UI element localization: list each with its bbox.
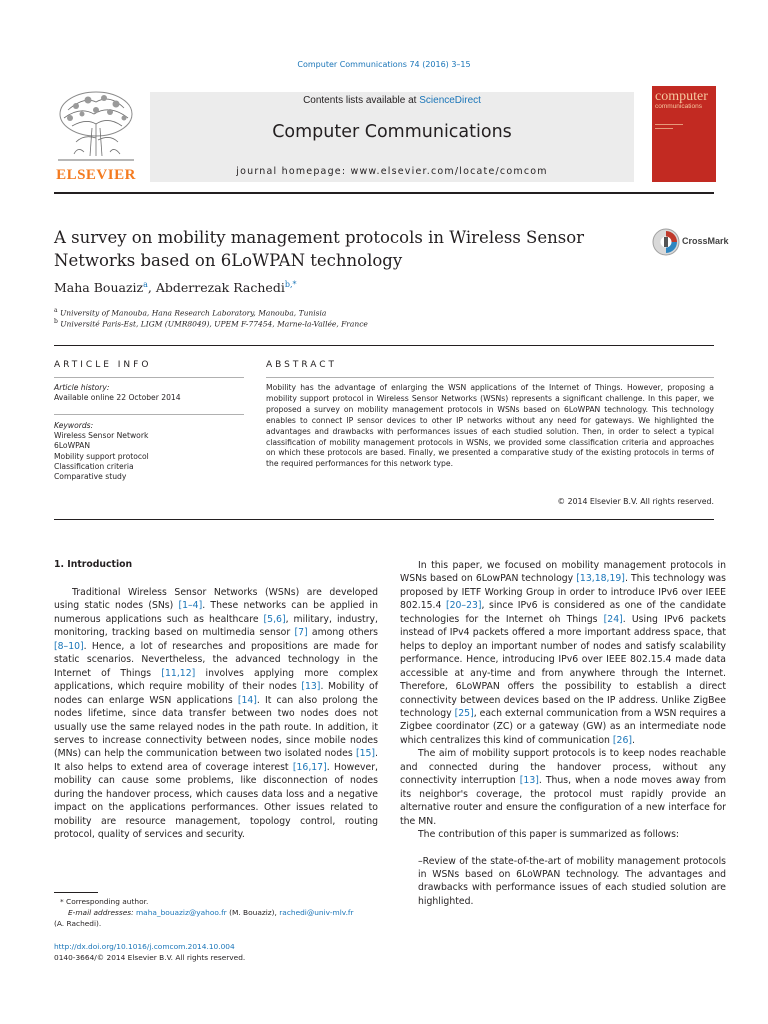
body-text: . These networks can be applied in numerous applications such as healthcare [54, 600, 378, 625]
email-footnote [54, 907, 378, 918]
article-title [54, 226, 614, 272]
email-link[interactable]: maha_bouaziz@yahoo.fr [135, 908, 227, 917]
paragraph [400, 747, 726, 828]
history-label: Article history: [54, 383, 110, 392]
email-link[interactable]: rachedi@univ-mlv.fr [279, 908, 354, 917]
keywords-label: Keywords: [54, 421, 94, 430]
abstract-copyright: © 2014 Elsevier B.V. All rights reserved. [557, 497, 714, 506]
body-text: In this paper, we focused on mobility management protocols in WSNs based on 6LowPAN technology [400, 560, 726, 585]
body-text: . It also helps to extend area of coverage interest [54, 748, 378, 773]
publisher-wordmark: ELSEVIER [56, 167, 136, 183]
affiliation-mark: a [54, 307, 58, 314]
cover-divider [655, 124, 683, 125]
journal-cover [652, 86, 716, 182]
cover-subtitle: communications [655, 103, 702, 110]
contents-prefix: Contents lists available at [303, 95, 420, 106]
citation-link[interactable]: [20–23] [445, 600, 482, 612]
affiliation-mark: b [54, 318, 58, 325]
body-text: . This technology was proposed by IETF Working Group in order to introduce IPv6 over IEEE 802.15.4 [400, 573, 726, 612]
body-text: . Thus, when a node moves away from its neighbor's coverage, the protocol must rapidly provide an alternative router and ensure the configuration of a new interface for the MN. [400, 775, 727, 827]
keywords-block [54, 421, 244, 482]
body-text: , military, industry, monitoring, tracking based on multimedia sensor [54, 613, 378, 639]
body-column-left [54, 586, 378, 842]
citation-link[interactable]: [13] [519, 775, 539, 787]
body-text: . It can also prolong the nodes lifetime, since data transfer between two nodes does not usually use the same relayed nodes in the path route. In addition, it serves to increase connectivity between nodes, since mobile nodes (MNs) can help the communication between two isolated nodes [54, 694, 378, 760]
citation-link[interactable]: [1–4] [178, 600, 203, 612]
abstract-bottom-rule [54, 519, 714, 520]
author-name: Abderrezak Rachedi [155, 280, 285, 296]
citation-link[interactable]: [15] [355, 748, 376, 760]
journal-name: Computer Communications [272, 122, 512, 142]
cover-title: computer [655, 89, 708, 104]
author-list [54, 280, 297, 295]
article-history [54, 383, 244, 403]
abstract-rule [266, 377, 714, 378]
citation-link[interactable]: [26] [612, 734, 632, 746]
body-text: . Mobility of nodes can enlarge WSN applications [54, 681, 378, 706]
email-owner: (M. Bouaziz), [226, 908, 280, 917]
keyword: Classification criteria [54, 461, 134, 471]
tree-icon [54, 88, 138, 164]
running-head[interactable]: Computer Communications 74 (2016) 3–15 [297, 60, 471, 69]
author-affiliation-mark[interactable]: b,* [284, 280, 297, 289]
author-name: Maha Bouaziz [54, 280, 144, 296]
paragraph [54, 586, 378, 842]
crossmark-badge[interactable] [652, 228, 742, 258]
header-rule [54, 192, 714, 194]
crossmark-label: CrossMark [682, 236, 729, 246]
author-separator: , [147, 280, 156, 296]
article-info-rule [54, 414, 244, 415]
citation-link[interactable]: [14] [237, 694, 257, 706]
citation-link[interactable]: [5,6] [263, 613, 286, 625]
title-line-2: Networks based on 6LoWPAN technology [54, 251, 403, 270]
sciencedirect-link[interactable]: ScienceDirect [419, 95, 481, 106]
paragraph: The contribution of this paper is summarized as follows: [418, 829, 680, 841]
corresponding-author-note: * Corresponding author. [60, 897, 149, 906]
body-text: The aim of mobility support protocols is to keep nodes reachable and connected during the handover process, without any connectivity interruption [400, 748, 726, 787]
body-text: involves applying more complex applications, which require mobility of their nodes [54, 667, 378, 693]
citation-link[interactable]: [13,18,19] [576, 573, 625, 585]
keyword: Mobility support protocol [54, 451, 149, 461]
history-value: Available online 22 October 2014 [54, 393, 181, 403]
article-info-heading: ARTICLE INFO [54, 360, 152, 370]
body-column-right [400, 559, 726, 908]
keyword: Wireless Sensor Network [54, 431, 149, 441]
affiliation-text: University of Manouba, Hana Research Laboratory, Manouba, Tunisia [59, 308, 327, 318]
body-text: Traditional Wireless Sensor Networks (WSNs) are developed using static nodes (SNs) [54, 587, 378, 612]
article-info-rule [54, 377, 244, 378]
crossmark-icon [652, 228, 680, 256]
abstract-heading: ABSTRACT [266, 360, 338, 370]
email-label: E-mail addresses: [68, 908, 134, 917]
body-text: . However, mobility can cause some problems, like disconnection of nodes during the handover process, which causes data loss and a negative impact on the applications performances. Other issues related to mobility are resource management, topology control, routing protocol, quality of services and security. [54, 761, 378, 841]
cover-divider-2 [655, 128, 673, 129]
keyword: 6LoWPAN [54, 441, 91, 451]
contents-line [150, 95, 634, 106]
elsevier-logo [54, 88, 138, 184]
title-line-1: A survey on mobility management protocols in Wireless Sensor [54, 228, 585, 247]
affiliation-text: Université Paris-Est, LIGM (UMR8049), UPEM F-77454, Marne-la-Vallée, France [60, 319, 368, 329]
affiliation [54, 318, 368, 329]
citation-link[interactable]: [11,12] [161, 667, 196, 679]
citation-link[interactable]: [25] [454, 707, 474, 719]
citation-link[interactable]: [8–10] [54, 640, 84, 652]
section-heading: 1. Introduction [54, 559, 133, 570]
doi-block [54, 941, 378, 963]
citation-link[interactable]: [24] [603, 613, 623, 625]
body-text: among others [307, 627, 378, 639]
body-text: . Using IPv6 packets instead of IPv4 packets offered a more important address space, that helps to deploy an important number of nodes and satisfy scalability performance. Hence, introducing IPv6 over IEEE 802.15.4 made data accessible at any-time and from anywhere through the Internet. Therefore, 6LoWPAN offers the possibility to establish a direct connectivity between devices based on the IP address. Unlike ZigBee technology [400, 613, 726, 719]
author-affiliation-mark[interactable]: a [143, 280, 148, 289]
body-text: , each external communication from a WSN requires a Zigbee coordinator (ZC) or a gateway (GW) as an intermediate node which centralizes this kind of communication [400, 707, 726, 746]
title-rule [54, 345, 714, 346]
citation-link[interactable]: [13] [301, 681, 321, 693]
email-footnote-cont: (A. Rachedi). [54, 919, 102, 928]
journal-header [150, 92, 634, 182]
journal-homepage[interactable]: journal homepage: www.elsevier.com/locate/comcom [236, 166, 548, 177]
issn-line: 0140-3664/© 2014 Elsevier B.V. All rights reserved. [54, 953, 246, 962]
body-text: . [632, 734, 635, 746]
abstract-text: Mobility has the advantage of enlarging the WSN applications of the Internet of Things. However, proposing a mobility support protocol in Wireless Sensor Networks (WSNs) represents a significant challenge. In this paper, we proposed a survey on mobility management protocols in WSNs based on 6LoWPAN technology. This technology enables to connect IP sensor devices to other IP networks without any need for gateways. We highlighted the advantages and drawbacks with performances issues of each studied solution. Then, in order to select a typical classification of mobility management protocols in WSNs, we provided some classification criteria and approaches on which these protocols are based. Finally, we presented a comparative study of the existing protocols in terms of the required performances for this network type. [266, 383, 714, 469]
citation-link[interactable]: [7] [294, 627, 308, 639]
affiliation [54, 307, 326, 318]
body-text: . Hence, a lot of researches and propositions are made for static scenarios. Nevertheless, the advanced technology in the Internet of Things [54, 640, 378, 679]
keyword: Comparative study [54, 472, 127, 482]
footnote-rule [54, 892, 98, 893]
paragraph [400, 559, 726, 747]
contribution-item: –Review of the state-of-the-art of mobility management protocols in WSNs based on 6LoWPAN technology. The advantages and drawbacks with performance issues of each studied solution are highlighted. [418, 855, 726, 907]
citation-link[interactable]: [16,17] [292, 761, 327, 773]
body-text: , since IPv6 is considered as one of the candidate technologies for the Internet oh Things [400, 600, 726, 625]
doi-link[interactable]: http://dx.doi.org/10.1016/j.comcom.2014.10.004 [54, 942, 235, 951]
